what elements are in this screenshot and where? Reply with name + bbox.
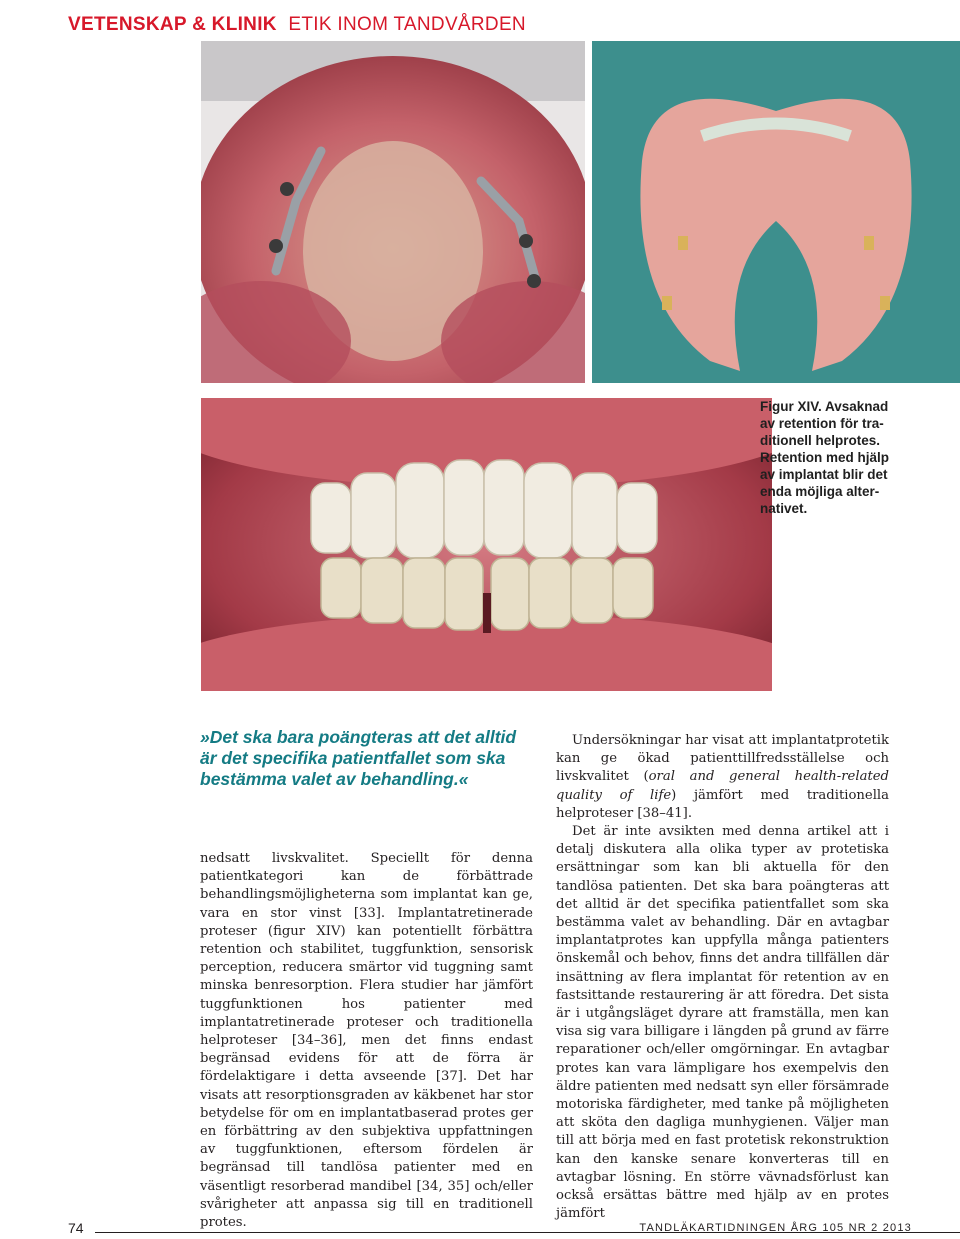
caption-line: av implantat blir det: [760, 467, 888, 482]
paragraph-text: Undersökningar har visat att implantatprotetik kan ge ökad patienttillfredsställelse och livskvalitet (: [556, 733, 889, 785]
running-header: [68, 14, 526, 36]
header-section: VETENSKAP & KLINIK: [68, 14, 277, 35]
caption-line: nativet.: [760, 501, 808, 516]
caption-line: Figur XIV. Avsaknad: [760, 399, 889, 414]
body-paragraph: nedsatt livskvalitet. Speciellt för denna patientkategori kan de förbättrade behandlingsmöjligheterna som implantat kan ge, vara en stor vinst [33]. Implantatretinerade proteser (figur XIV) kan potentiellt förbättra retention och stabilitet, tuggfunktion, sensorisk perception, reducera smärtor vid tuggning samt minska benresorption. Flera studier har jämfört tuggfunktionen hos patienter med implantatretinerade proteser och traditionella helproteser [34–36], men det finns endast begränsad evidens för att de förra är fördelaktigare i detta avseende [37]. Det har visats att resorptionsgraden av käkbenet har stor betydelse för om en implantatbaserad protes ger en förbättring av den subjektiva uppfattningen av tuggfunktionen, eftersom fördelen är begränsad till tandlösa patienter med en väsentligt resorberad mandibel [34, 35] och/eller svårigheter att anpassa sig till en traditionell protes.: [200, 851, 533, 1231]
left-column: [200, 850, 533, 1232]
journal-footer: TANDLÄKARTIDNINGEN ÅRG 105 NR 2 2013: [639, 1222, 912, 1234]
caption-line: av retention för tra-: [760, 416, 884, 431]
quote-line: är det specifika patientfallet som ska: [200, 748, 506, 768]
quote-line: »Det ska bara poängteras att det alltid: [200, 727, 517, 747]
figure-caption: [760, 398, 920, 517]
caption-line: Retention med hjälp: [760, 450, 890, 465]
overdenture-photo: [592, 41, 960, 383]
paragraph-text: ) jämfört med traditionella helproteser [38–41].: [556, 787, 889, 821]
italic-term: oral and general health-related quality of life: [556, 769, 889, 803]
quote-line: bestämma valet av behandling.«: [200, 769, 469, 789]
teeth-front-photo: [201, 398, 772, 691]
body-paragraph: Det är inte avsikten med denna artikel att i detalj diskutera alla olika typer av protetiska ersättningar som kan bli aktuella för den tandlösa patienten. Det ska bara poängteras att det alltid är det specifika patientfallet som ska bestämma valet av behandling. Där en avtagbar implantatprotes kan uppfylla många patienters önskemål och behov, finns det andra tillfällen där insättning av flera implantat för retention av en fastsittande restaurering är att föredra. Det sista är i utgångsläget dyrare att framställa, men kan visa sig vara billigare i längden på grund av färre reparationer och/eller omgörningar. En avtagbar protes kan vara lämpligare hos exempelvis den äldre patienten med nedsatt syn eller försämrade motoriska färdigheter, med tanke på möjligheten att sköta den dagliga munhygienen. Väljer man till att börja med en fast protetisk rekonstruktion kan den kanske senare konverteras till en avtagbar lösning. En större vävnadsförlust kan också ersättas bättre med hjälp av en protes jämfört: [556, 824, 889, 1222]
pull-quote: [200, 727, 545, 790]
right-column: [556, 732, 889, 1223]
caption-line: enda möjliga alter-: [760, 484, 880, 499]
header-topic: ETIK INOM TANDVÅRDEN: [288, 14, 526, 35]
implant-bar-photo: [201, 41, 585, 383]
page-number: 74: [68, 1220, 84, 1236]
caption-line: ditionell helprotes.: [760, 433, 881, 448]
body-paragraph: [556, 732, 889, 823]
